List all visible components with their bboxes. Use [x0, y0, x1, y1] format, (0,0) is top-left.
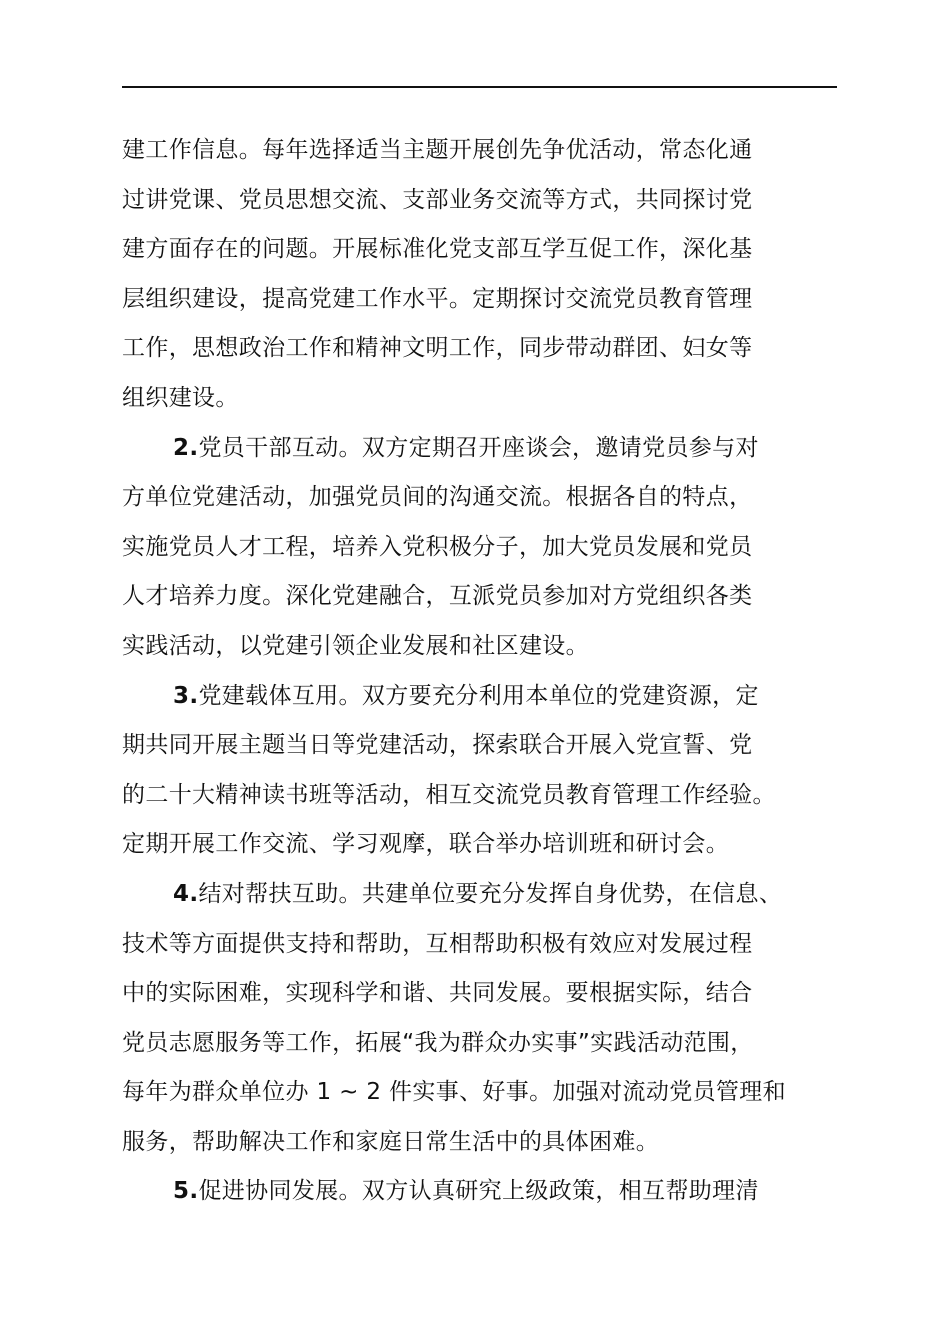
paragraph-number: 3. [173, 682, 199, 709]
paragraph-number: 4. [173, 880, 199, 907]
paragraph-5 [122, 1167, 852, 1217]
paragraph-number: 2. [173, 434, 199, 461]
text-line: 党员志愿服务等工作，拓展“我为群众办实事”实践活动范围， [122, 1029, 754, 1056]
text-line: 期共同开展主题当日等党建活动，探索联合开展入党宣誓、党 [122, 732, 753, 759]
paragraph-4 [122, 870, 852, 1168]
text-line: 层组织建设，提高党建工作水平。定期探讨交流党员教育管理 [122, 285, 753, 312]
paragraph-text: 结对帮扶互助。共建单位要充分发挥自身优势，在信息、 [198, 880, 783, 907]
text-line: 定期开展工作交流、学习观摩，联合举办培训班和研讨会。 [122, 831, 730, 858]
text-line: 技术等方面提供支持和帮助，互相帮助积极有效应对发展过程 [122, 930, 753, 957]
header-rule [122, 86, 837, 88]
paragraph-1-continuation [122, 126, 852, 424]
text-line: 人才培养力度。深化党建融合，互派党员参加对方党组织各类 [122, 583, 753, 610]
paragraph-3 [122, 672, 852, 870]
text-line: 实践活动，以党建引领企业发展和社区建设。 [122, 632, 589, 659]
text-line: 方单位党建活动，加强党员间的沟通交流。根据各自的特点， [122, 484, 753, 511]
text-line [122, 1167, 852, 1217]
text-line: 工作，思想政治工作和精神文明工作，同步带动群团、妇女等 [122, 335, 753, 362]
text-line: 实施党员人才工程，培养入党积极分子，加大党员发展和党员 [122, 533, 753, 560]
text-line [122, 672, 852, 722]
text-line: 建工作信息。每年选择适当主题开展创先争优活动，常态化通 [122, 137, 753, 163]
paragraph-text: 党建载体互用。双方要充分利用本单位的党建资源，定 [198, 682, 759, 709]
document-body [122, 126, 852, 1217]
text-line: 的二十大精神读书班等活动，相互交流党员教育管理工作经验。 [122, 781, 776, 808]
paragraph-number: 5. [173, 1178, 199, 1205]
text-line [122, 424, 852, 474]
text-line: 建方面存在的问题。开展标准化党支部互学互促工作，深化基 [122, 236, 753, 263]
text-line [122, 870, 852, 920]
paragraph-text: 党员干部互动。双方定期召开座谈会，邀请党员参与对 [198, 434, 759, 461]
paragraph-2 [122, 424, 852, 672]
text-line: 中的实际困难，实现科学和谐、共同发展。要根据实际，结合 [122, 980, 753, 1007]
text-line: 过讲党课、党员思想交流、支部业务交流等方式，共同探讨党 [122, 186, 753, 213]
paragraph-text: 促进协同发展。双方认真研究上级政策，相互帮助理清 [198, 1178, 759, 1205]
text-line: 每年为群众单位办 1 ~ 2 件实事、好事。加强对流动党员管理和 [122, 1079, 786, 1106]
text-line: 组织建设。 [122, 384, 239, 411]
text-line: 服务，帮助解决工作和家庭日常生活中的具体困难。 [122, 1128, 660, 1155]
